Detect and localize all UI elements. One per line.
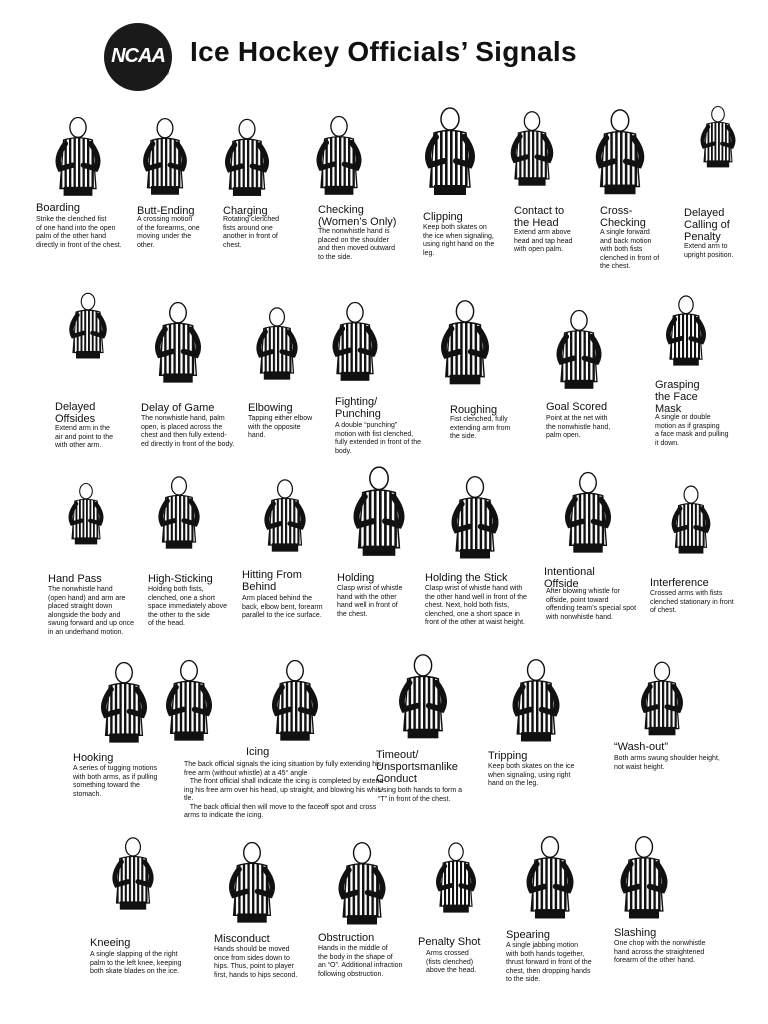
referee-figure-icing-front (258, 656, 332, 748)
signal-title: Timeout/ Unsportsmanlike Conduct (376, 749, 458, 785)
referee-drawing (258, 656, 332, 748)
signal-description: Extend arm in the air and point to the with other arm. (55, 425, 113, 449)
referee-figure-misconduct (206, 838, 298, 930)
referee-figure-boarding (38, 113, 118, 203)
signal-title: Kneeing (90, 937, 131, 949)
signal-description: Both arms swung shoulder height, not waist height. (614, 755, 720, 771)
referee-figure-holding-the-stick (430, 472, 520, 566)
signal-description: Fist clenched, fully extending arm from the side. (450, 416, 511, 440)
signal-description: Clasp wrist of whistle hand with the other hand well in front of the chest. Next, hold both fists, clenched, one a short space in front of the other at waist height. (425, 585, 527, 626)
signal-title: Clipping (423, 211, 463, 223)
referee-figure-kneeing (100, 815, 166, 935)
referee-drawing (690, 76, 746, 200)
referee-drawing (598, 832, 690, 926)
signal-title: Tripping (488, 750, 528, 762)
signal-title: Holding (337, 572, 375, 584)
referee-drawing (584, 658, 740, 742)
referee-drawing (402, 296, 528, 392)
referee-drawing (146, 461, 212, 567)
referee-drawing (140, 656, 238, 748)
referee-drawing (498, 98, 566, 202)
signal-description: Arms crossed (fists clenched) above the head. (426, 950, 477, 974)
signal-description: Clasp wrist of whistle hand with the other hand well in front of the chest. (337, 585, 403, 618)
referee-drawing (430, 472, 520, 566)
referee-figure-timeout-unsportsmanlike (384, 650, 462, 746)
signal-description: A single slapping of the right palm to the left knee, keeping both skate blades on the ice. (90, 951, 182, 975)
referee-figure-roughing (402, 296, 528, 392)
signal-description: The back official signals the icing situation by fully extending his free arm (without whistle) at a 45° angle The front official shall indicate the icing is completed by extend- ing his free arm over his head, up straight, and blowing his whis- tle. The back official then will move to the faceoff spot and cross arms to indicate the icing. (184, 761, 386, 819)
referee-figure-slashing (598, 832, 690, 926)
referee-figure-elbowing (244, 300, 310, 390)
referee-drawing (540, 468, 636, 560)
signal-description: A single jabbing motion with both hands together, thrust forward in front of the chest, then dropping hands to the side. (506, 942, 592, 983)
referee-drawing (58, 465, 114, 565)
referee-drawing (134, 298, 222, 390)
logo-registered-mark: ® (164, 70, 170, 77)
referee-figure-clipping (410, 102, 490, 204)
signal-title: Roughing (450, 404, 498, 416)
signal-title: Delay of Game (141, 402, 215, 414)
signal-title: Holding the Stick (425, 572, 508, 584)
referee-drawing (496, 655, 576, 749)
referee-drawing (286, 112, 392, 202)
referee-figure-delayed-calling-of-penalty (690, 76, 746, 200)
signal-description: The nonwhistle hand is placed on the shoulder and then moved outward to the side. (318, 228, 396, 261)
referee-drawing (252, 470, 318, 564)
signal-description: Holding both fists, clenched, one a short space immediately above the other to the side of the head. (148, 586, 227, 627)
referee-figure-hand-pass (58, 465, 114, 565)
signal-description: A crossing motion of the forearms, one moving under the other. (137, 216, 200, 249)
signal-description: Point at the net with the nonwhistle hand, palm open. (546, 415, 611, 439)
signal-title: Misconduct (214, 933, 270, 945)
signal-title: Hand Pass (48, 573, 102, 585)
referee-drawing (410, 102, 490, 204)
signal-description: Crossed arms with fists clenched stationary in front of chest. (650, 590, 734, 614)
signal-title: Penalty Shot (418, 936, 481, 948)
referee-figure-butt-ending (130, 113, 200, 203)
signal-title: Checking (Women’s Only) (318, 204, 397, 228)
referee-figure-contact-to-the-head (498, 98, 566, 202)
signal-title: Delayed Calling of Penalty (684, 207, 730, 243)
referee-figure-holding (334, 462, 424, 564)
referee-drawing (384, 650, 462, 746)
logo-text: NCAA (111, 45, 165, 67)
referee-figure-delay-of-game (134, 298, 222, 390)
signal-description: The nonwhistle hand (open hand) and arm are placed straight down alongside the body and swung forward and up once in an underhand motion. (48, 586, 134, 636)
referee-drawing (324, 838, 400, 932)
referee-drawing (210, 115, 284, 203)
signal-title: Hitting From Behind (242, 569, 302, 593)
signal-description: One chop with the nonwhistle hand across the straightened forearm of the other hand. (614, 940, 706, 964)
referee-figure-goal-scored (526, 306, 632, 396)
page-title: Ice Hockey Officials’ Signals (190, 36, 577, 67)
signal-title: Elbowing (248, 402, 293, 414)
referee-figure-interference (660, 475, 722, 567)
signal-title: “Wash-out” (614, 741, 668, 753)
referee-figure-cross-checking (580, 105, 660, 202)
referee-figure-charging (210, 115, 284, 203)
referee-drawing (58, 265, 118, 389)
referee-figure-obstruction (324, 838, 400, 932)
signal-description: Keep both skates on the ice when signaling, using right hand on the leg. (423, 224, 495, 257)
signal-title: Intentional Offside (544, 566, 595, 590)
signal-title: Butt-Ending (137, 205, 195, 217)
referee-drawing (526, 306, 632, 396)
referee-figure-checking (286, 112, 392, 202)
referee-figure-fighting-punching (316, 298, 394, 388)
signal-title: Hooking (73, 752, 114, 764)
signal-title: Obstruction (318, 932, 375, 944)
signal-title: Spearing (506, 929, 551, 941)
signal-title: Interference (650, 577, 709, 589)
referee-drawing (100, 815, 166, 935)
referee-figure-delayed-offsides (58, 265, 118, 389)
signal-description: A double “punching” motion with fist clenched, fully extended in front of the body. (335, 422, 421, 455)
signal-description: A single forward and back motion with both fists clenched in front of the chest. (600, 229, 660, 270)
referee-drawing (424, 826, 488, 932)
signal-description: Using both hands to form a “T” in front of the chest. (378, 787, 463, 803)
signal-description: Tapping either elbow with the opposite hand. (248, 415, 313, 439)
signal-description: Extend arm above head and tap head with open palm. (514, 229, 573, 253)
signal-description: Extend arm to upright position. (684, 243, 734, 259)
referee-drawing (508, 832, 592, 926)
referee-figure-tripping (496, 655, 576, 749)
referee-figure-intentional-offside (540, 468, 636, 560)
signal-title: Goal Scored (546, 401, 608, 413)
referee-figure-spearing (508, 832, 592, 926)
referee-figure-penalty-shot (424, 826, 488, 932)
ncaa-logo (104, 23, 172, 91)
signal-description: A single or double motion as if grasping a face mask and pulling it down. (655, 414, 729, 447)
signal-description: The nonwhistle hand, palm open, is placed across the chest and then fully extend- ed directly in front of the body. (141, 415, 235, 448)
referee-drawing (334, 462, 424, 564)
referee-drawing (130, 113, 200, 203)
referee-drawing (654, 288, 718, 376)
signal-description: After blowing whistle for offside, point toward offending team’s special spot with nonwhistle hand. (546, 588, 637, 621)
signal-description: A series of tugging motions with both arms, as if pulling something toward the stomach. (73, 765, 158, 798)
signal-title: Grasping the Face Mask (655, 379, 700, 415)
signal-title: Delayed Offsides (55, 401, 96, 425)
referee-drawing (660, 475, 722, 567)
referee-figure-grasping-the-face-mask (654, 288, 718, 376)
signal-description: Hands in the middle of the body in the shape of an “O”. Additional infraction following obstruction. (318, 945, 403, 978)
referee-drawing (244, 300, 310, 390)
signal-description: Strike the clenched fist of one hand into the open palm of the other hand directly in front of the chest. (36, 216, 122, 249)
signal-title: Cross- Checking (600, 205, 646, 229)
referee-drawing (580, 105, 660, 202)
signal-description: Keep both skates on the ice when signaling, using right hand on the leg. (488, 763, 575, 787)
referee-drawing (316, 298, 394, 388)
referee-figure-high-sticking (146, 461, 212, 567)
signal-title: Icing (246, 746, 270, 758)
signal-title: Charging (223, 205, 268, 217)
referee-drawing (206, 838, 298, 930)
signal-title: Contact to the Head (514, 205, 565, 229)
signal-title: High-Sticking (148, 573, 213, 585)
referee-drawing (38, 113, 118, 203)
referee-figure-hitting-from-behind (252, 470, 318, 564)
signal-title: Boarding (36, 202, 81, 214)
referee-figure-wash-out (584, 658, 740, 742)
signal-title: Fighting/ Punching (335, 396, 381, 420)
signal-description: Arm placed behind the back, elbow bent, forearm parallel to the ice surface. (242, 595, 323, 619)
signal-description: Rotating clenched fists around one another in front of chest. (223, 216, 280, 249)
signal-title: Slashing (614, 927, 657, 939)
referee-figure-icing-back (140, 656, 238, 748)
signal-description: Hands should be moved once from sides down to hips. Thus, point to player first, hands to hips second. (214, 946, 298, 979)
